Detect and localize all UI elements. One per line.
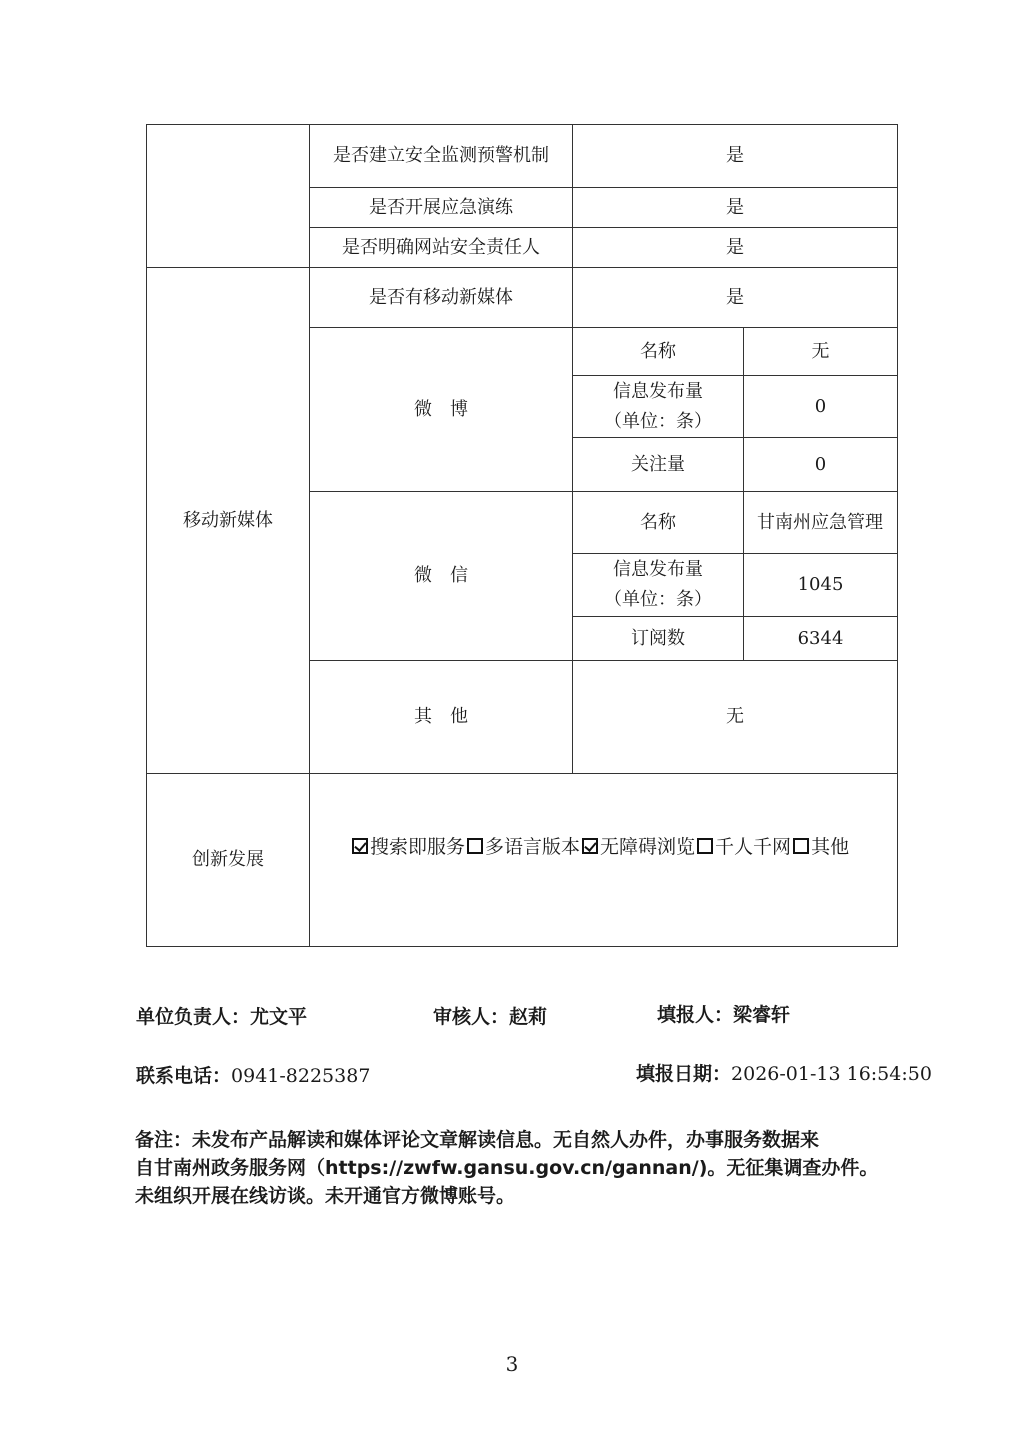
- remarks-line-3: 未组织开展在线访谈。未开通官方微博账号。: [135, 1185, 516, 1207]
- weibo-followers-label: 关注量: [631, 453, 685, 475]
- has-mobile-media-label: 是否有移动新媒体: [369, 286, 513, 308]
- phone: [136, 1061, 370, 1088]
- other-value: 无: [726, 706, 744, 727]
- checkbox-accessibility[interactable]: [582, 838, 598, 854]
- weibo-followers-value: 0: [814, 453, 827, 475]
- weibo-name-label: 名称: [640, 340, 676, 362]
- option-other: 其他: [811, 836, 850, 858]
- reviewer-label: 审核人：: [433, 1006, 510, 1028]
- checkbox-other[interactable]: [793, 838, 809, 854]
- security-officer-value: 是: [726, 236, 744, 258]
- unit-head: [136, 1002, 307, 1029]
- wechat-label: 微 信: [414, 565, 468, 586]
- checkbox-multilingual[interactable]: [467, 838, 483, 854]
- reviewer: [433, 1002, 547, 1029]
- option-search-service: 搜索即服务: [370, 836, 466, 858]
- innovation-section-label: 创新发展: [192, 849, 264, 870]
- remarks-line-2: 自甘南州政务服务网（https://zwfw.gansu.gov.cn/gannan/)。无征集调查办件。: [135, 1157, 879, 1179]
- weibo-posts-value: 0: [814, 395, 827, 417]
- phone-label: 联系电话：: [136, 1065, 232, 1087]
- wechat-subscribers-value: 6344: [797, 627, 844, 649]
- option-accessibility: 无障碍浏览: [600, 836, 696, 858]
- wechat-name-value: 甘南州应急管理: [757, 511, 883, 533]
- weibo-posts-label: 信息发布量（单位：条）: [604, 380, 712, 432]
- phone-value: 0941-8225387: [231, 1065, 371, 1087]
- unit-head-label: 单位负责人：: [136, 1006, 251, 1028]
- remarks: [135, 1126, 895, 1210]
- emergency-drill-label: 是否开展应急演练: [369, 196, 513, 218]
- security-officer-label: 是否明确网站安全责任人: [342, 236, 540, 258]
- unit-head-value: 尤文平: [250, 1006, 308, 1028]
- weibo-label: 微 博: [414, 398, 468, 420]
- innovation-options: [350, 832, 849, 859]
- filler-label: 填报人：: [657, 1004, 734, 1026]
- fill-date: [636, 1059, 932, 1086]
- has-mobile-media-value: 是: [726, 286, 744, 308]
- security-monitoring-value: 是: [726, 144, 744, 166]
- security-monitoring-label: 是否建立安全监测预警机制: [333, 145, 549, 166]
- wechat-subscribers-label: 订阅数: [631, 627, 685, 649]
- page-number: 3: [505, 1352, 519, 1376]
- emergency-drill-value: 是: [726, 196, 744, 218]
- date-value: 2026-01-13 16:54:50: [731, 1063, 932, 1085]
- filler-value: 梁睿轩: [733, 1004, 791, 1026]
- option-multilingual: 多语言版本: [485, 836, 581, 858]
- checkbox-search-service[interactable]: [352, 838, 368, 854]
- mobile-media-section-label: 移动新媒体: [183, 509, 273, 531]
- remarks-line-1: 备注：未发布产品解读和媒体评论文章解读信息。无自然人办件，办事服务数据来: [135, 1129, 820, 1151]
- wechat-posts-label: 信息发布量（单位：条）: [604, 559, 712, 610]
- checkbox-personalized[interactable]: [697, 838, 713, 854]
- filler: [657, 1000, 790, 1027]
- option-personalized: 千人千网: [715, 836, 792, 858]
- date-label: 填报日期：: [636, 1063, 732, 1085]
- reviewer-value: 赵莉: [509, 1006, 548, 1028]
- wechat-posts-value: 1045: [797, 574, 844, 595]
- other-label: 其 他: [414, 706, 468, 727]
- wechat-name-label: 名称: [640, 511, 676, 533]
- weibo-name-value: 无: [811, 340, 830, 362]
